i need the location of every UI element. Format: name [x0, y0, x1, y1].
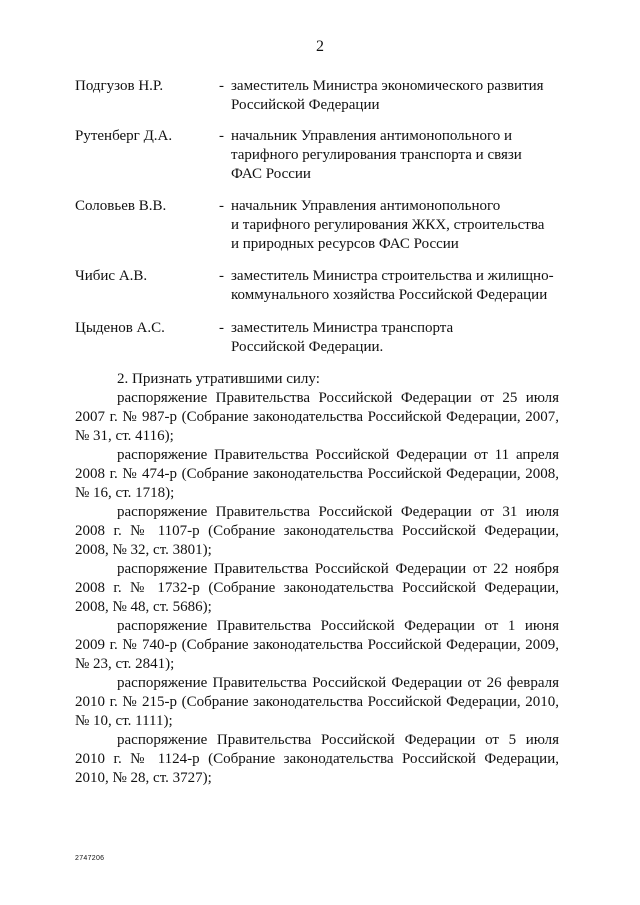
member-position-line: и природных ресурсов ФАС России: [231, 236, 459, 252]
member-dash: -: [219, 78, 224, 94]
member-position-line: Российской Федерации: [231, 97, 380, 113]
order-line: 2010 г. № 215-р (Собрание законодательства Российской Федерации, 2010,: [75, 694, 559, 710]
order-line: распоряжение Правительства Российской Федерации от 1 июня: [117, 618, 559, 634]
page-number: 2: [316, 38, 324, 55]
member-position: [231, 267, 561, 305]
member-entry: [75, 197, 565, 257]
order-entry: [75, 731, 559, 788]
member-name: Рутенберг Д.А.: [75, 128, 173, 144]
order-line: распоряжение Правительства Российской Федерации от 22 ноября: [117, 561, 559, 577]
order-entry: [75, 617, 559, 674]
order-line: распоряжение Правительства Российской Федерации от 31 июля: [117, 504, 559, 520]
member-position: [231, 197, 561, 254]
order-line: 2010 г. № 1124-р (Собрание законодательства Российской Федерации,: [75, 751, 559, 767]
member-dash: -: [219, 268, 224, 284]
order-line: 2008, № 32, ст. 3801);: [75, 542, 212, 558]
member-position-line: Российской Федерации.: [231, 339, 384, 355]
member-dash: -: [219, 198, 224, 214]
order-entry: [75, 503, 559, 560]
order-line: 2008, № 48, ст. 5686);: [75, 599, 212, 615]
member-position-line: заместитель Министра строительства и жилищно-: [231, 268, 554, 284]
member-position-line: тарифного регулирования транспорта и связи: [231, 147, 522, 163]
order-entry: [75, 389, 559, 446]
member-name: Цыденов А.С.: [75, 320, 165, 336]
order-line: 2007 г. № 987-р (Собрание законодательства Российской Федерации, 2007,: [75, 409, 559, 425]
member-name: Чибис А.В.: [75, 268, 148, 284]
member-entry: [75, 127, 565, 187]
order-line: распоряжение Правительства Российской Федерации от 26 февраля: [117, 675, 559, 691]
member-position-line: заместитель Министра экономического развития: [231, 78, 544, 94]
order-line: № 31, ст. 4116);: [75, 428, 174, 444]
item-heading: 2. Признать утратившими силу:: [117, 371, 320, 387]
order-line: № 16, ст. 1718);: [75, 485, 175, 501]
order-entry: [75, 674, 559, 731]
member-entry: [75, 319, 565, 359]
order-line: 2010, № 28, ст. 3727);: [75, 770, 212, 786]
member-position: [231, 77, 561, 115]
member-name: Соловьев В.В.: [75, 198, 167, 214]
member-position-line: ФАС России: [231, 166, 311, 182]
member-position: [231, 127, 561, 184]
member-entry: [75, 77, 565, 117]
member-position-line: начальник Управления антимонопольного: [231, 198, 501, 214]
order-line: № 10, ст. 1111);: [75, 713, 173, 729]
order-entry: [75, 446, 559, 503]
document-code: 2747206: [75, 855, 105, 862]
member-position-line: начальник Управления антимонопольного и: [231, 128, 513, 144]
order-line: распоряжение Правительства Российской Федерации от 5 июля: [117, 732, 559, 748]
member-position: [231, 319, 561, 357]
member-position-line: заместитель Министра транспорта: [231, 320, 454, 336]
order-line: распоряжение Правительства Российской Федерации от 25 июля: [117, 390, 559, 406]
order-line: 2009 г. № 740-р (Собрание законодательства Российской Федерации, 2009,: [75, 637, 559, 653]
member-position-line: и тарифного регулирования ЖКХ, строительства: [231, 217, 545, 233]
order-line: 2008 г. № 1107-р (Собрание законодательства Российской Федерации,: [75, 523, 559, 539]
order-line: 2008 г. № 1732-р (Собрание законодательства Российской Федерации,: [75, 580, 559, 596]
order-line: № 23, ст. 2841);: [75, 656, 175, 672]
member-dash: -: [219, 128, 224, 144]
member-dash: -: [219, 320, 224, 336]
orders-list: [75, 389, 559, 788]
order-line: распоряжение Правительства Российской Федерации от 11 апреля: [117, 447, 559, 463]
member-name: Подгузов Н.Р.: [75, 78, 164, 94]
member-entry: [75, 267, 565, 307]
order-entry: [75, 560, 559, 617]
order-line: 2008 г. № 474-р (Собрание законодательства Российской Федерации, 2008,: [75, 466, 559, 482]
member-position-line: коммунального хозяйства Российской Федерации: [231, 287, 548, 303]
